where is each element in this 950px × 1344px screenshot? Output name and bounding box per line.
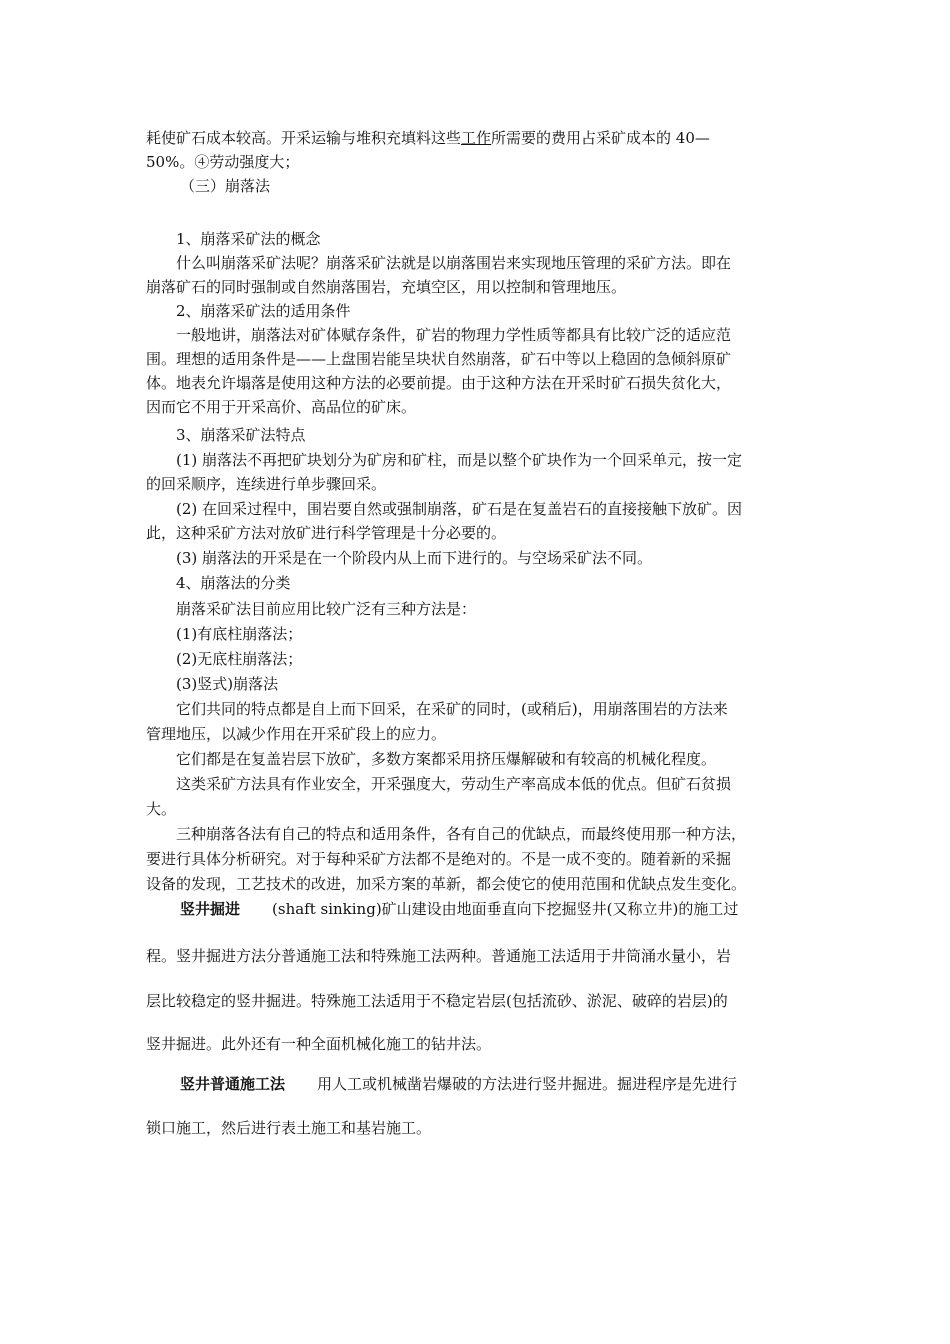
paragraph-line: 体。地表允许塌落是使用这种方法的必要前提。由于这种方法在开采时矿石损失贫化大， [146,374,732,392]
paragraph-line [180,897,738,921]
paragraph-line: 层比较稳定的竖井掘进。特殊施工法适用于不稳定岩层(包括流砂、淤泥、破碎的岩层)的 [146,992,728,1010]
link-work[interactable]: 工作 [461,129,492,147]
paragraph-line: (2) 在回采过程中，围岩要自然或强制崩落，矿石是在复盖岩石的直接接触下放矿。因 [176,500,743,518]
term-heading: 竖井普通施工法 [180,1075,286,1093]
paragraph-line: 崩落矿石的同时强制或自然崩落围岩，充填空区，用以控制和管理地压。 [146,278,627,296]
paragraph-line: (3) 崩落法的开采是在一个阶段内从上而下进行的。与空场采矿法不同。 [176,549,653,567]
term-heading: 竖井掘进 [180,900,241,918]
subheading: 4、崩落法的分类 [176,574,291,592]
paragraph-line: 程。竖井掘进方法分普通施工法和特殊施工法两种。普通施工法适用于井筒涌水量小，岩 [146,947,732,965]
section-heading: （三）崩落法 [180,177,271,195]
paragraph-line: 三种崩落各法有自己的特点和适用条件，各有自己的优缺点，而最终使用那一种方法， [176,825,747,843]
paragraph-line: 它们都是在复盖岩层下放矿，多数方案都采用挤压爆解破和有较高的机械化程度。 [176,750,717,768]
paragraph-line [146,126,710,150]
text-span: (shaft sinking)矿山建设由地面垂直向下挖掘竖井(又称立井)的施工过 [272,900,739,918]
subheading: 3、崩落采矿法特点 [176,426,306,444]
list-item: (1)有底柱崩落法； [176,625,303,643]
paragraph-line: 锁口施工，然后进行表土施工和基岩施工。 [146,1119,432,1137]
paragraph-line: 50%。④劳动强度大； [146,153,300,171]
list-item: (2)无底柱崩落法； [176,650,303,668]
paragraph-line: 崩落采矿法目前应用比较广泛有三种方法是： [176,600,477,618]
subheading: 1、崩落采矿法的概念 [176,230,321,248]
paragraph-line: 什么叫崩落采矿法呢？崩落采矿法就是以崩落围岩来实现地压管理的采矿方法。即在 [176,254,732,272]
subheading: 2、崩落采矿法的适用条件 [176,302,351,320]
paragraph-line: 此，这种采矿方法对放矿进行科学管理是十分必要的。 [146,524,507,542]
paragraph-line: 因而它不用于开采高价、高品位的矿床。 [146,398,417,416]
paragraph-line: 的回采顺序，连续进行单步骤回采。 [146,475,387,493]
paragraph-line: 要进行具体分析研究。对于每种采矿方法都不是绝对的。不是一成不变的。随着新的采掘 [146,850,732,868]
paragraph-line: 它们共同的特点都是自上而下回采，在采矿的同时，(或稍后)，用崩落围岩的方法来 [176,700,728,718]
paragraph-line: 一般地讲，崩落法对矿体赋存条件，矿岩的物理力学性质等都具有比较广泛的适应范 [176,326,732,344]
paragraph-line: 这类采矿方法具有作业安全，开采强度大，劳动生产率高成本低的优点。但矿石贫损 [176,775,732,793]
paragraph-line [180,1072,737,1096]
paragraph-line: 管理地压，以减少作用在开采矿段上的应力。 [146,725,447,743]
paragraph-line: 设备的发现，工艺技术的改进，加采方案的革新，都会使它的使用范围和优缺点发生变化。 [146,875,747,893]
paragraph-line: 围。理想的适用条件是——上盘围岩能呈块状自然崩落，矿石中等以上稳固的急倾斜原矿 [146,350,732,368]
text-span: 用人工或机械凿岩爆破的方法进行竖井掘进。掘进程序是先进行 [317,1075,738,1093]
list-item: (3)竖式)崩落法 [176,675,279,693]
text-span: 所需要的费用占采矿成本的 40— [491,129,710,147]
paragraph-line: 竖井掘进。此外还有一种全面机械化施工的钻井法。 [146,1035,492,1053]
text-span: 耗使矿石成本较高。开采运输与堆积充填料这些 [146,129,462,147]
paragraph-line: 大。 [146,800,177,818]
paragraph-line: (1) 崩落法不再把矿块划分为矿房和矿柱，而是以整个矿块作为一个回采单元，按一定 [176,451,743,469]
